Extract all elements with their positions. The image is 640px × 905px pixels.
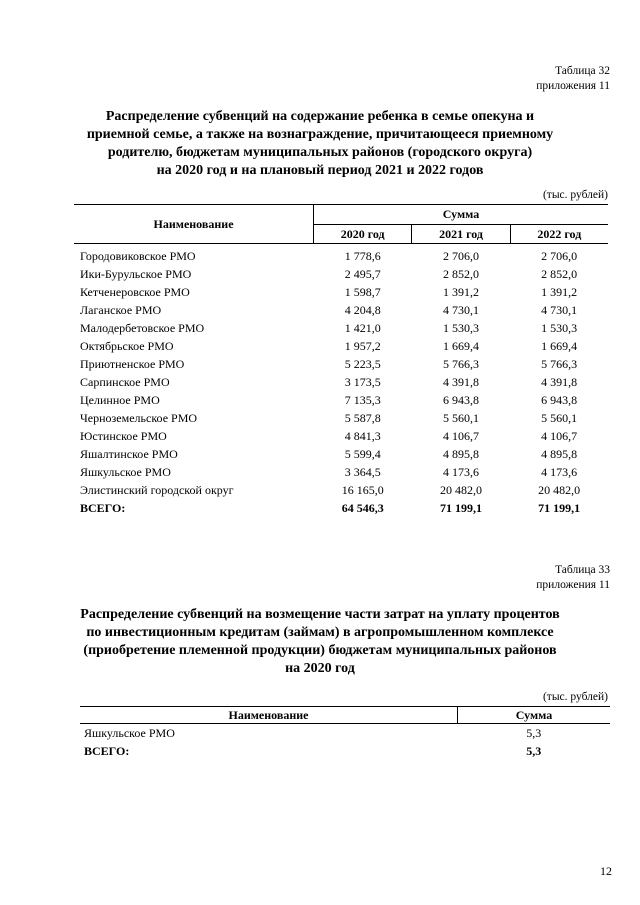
table32-header-year: 2022 год xyxy=(510,225,608,244)
row-name: Яшкульское РМО xyxy=(84,726,175,740)
table33-unit: (тыс. рублей) xyxy=(542,691,608,703)
table32-unit: (тыс. рублей) xyxy=(542,189,608,201)
row-value-2020: 1 598,7 xyxy=(344,285,381,299)
row-value-2020: 1 957,2 xyxy=(344,339,381,353)
row-name: Сарпинское РМО xyxy=(80,375,170,389)
table-total-row xyxy=(80,742,610,760)
row-name: Яшалтинское РМО xyxy=(80,447,178,461)
row-value-2020: 3 173,5 xyxy=(344,375,381,389)
row-value-2021: 4 730,1 xyxy=(443,303,479,317)
table-row xyxy=(74,463,608,481)
row-value-2021: 5 766,3 xyxy=(443,357,479,371)
table-row xyxy=(74,481,608,499)
row-value-2020: 5 599,4 xyxy=(344,447,381,461)
table32-title-line: родителю, бюджетам муниципальных районов (городского округа) xyxy=(107,145,533,160)
row-value-2022: 5 560,1 xyxy=(541,411,578,425)
table33-header-name: Наименование xyxy=(80,707,458,724)
row-value: 5,3 xyxy=(526,726,542,740)
row-value-2020: 4 204,8 xyxy=(344,303,381,317)
row-value-2021: 4 391,8 xyxy=(443,375,479,389)
row-value-2021: 2 706,0 xyxy=(443,249,479,263)
row-name: Кетченеровское РМО xyxy=(80,285,190,299)
row-value-2021: 4 895,8 xyxy=(443,447,479,461)
row-value-2021: 1 391,2 xyxy=(443,285,479,299)
table-row xyxy=(80,724,610,743)
row-value-2022: 4 730,1 xyxy=(541,303,578,317)
table32-header-year: 2020 год xyxy=(314,225,412,244)
row-value-2021: 20 482,0 xyxy=(440,483,482,497)
table32-number: Таблица 32 xyxy=(555,65,610,77)
row-name: Черноземельское РМО xyxy=(80,411,198,425)
row-name: Лаганское РМО xyxy=(80,303,162,317)
row-name: Городовиковское РМО xyxy=(80,249,196,263)
row-value-2022: 1 669,4 xyxy=(541,339,578,353)
table-row xyxy=(74,355,608,373)
row-value-2022: 4 106,7 xyxy=(541,429,578,443)
row-name: Юстинское РМО xyxy=(80,429,167,443)
table33-title-line: (приобретение племенной продукции) бюджетам муниципальных районов xyxy=(83,643,557,658)
row-value-2022: 5 766,3 xyxy=(541,357,578,371)
table-row xyxy=(74,409,608,427)
table32-title xyxy=(0,108,640,180)
row-value-2021: 2 852,0 xyxy=(443,267,479,281)
table33-appendix: приложения 11 xyxy=(536,579,610,591)
row-value-2021: 1 530,3 xyxy=(443,321,479,335)
table33-number: Таблица 33 xyxy=(555,564,610,576)
row-value-2022: 4 895,8 xyxy=(541,447,578,461)
row-name: Октябрьское РМО xyxy=(80,339,174,353)
row-value-2020: 5 587,8 xyxy=(344,411,381,425)
table-row xyxy=(74,337,608,355)
row-value-2020: 3 364,5 xyxy=(344,465,381,479)
table33-title-line: на 2020 год xyxy=(285,661,355,676)
table32-header-year: 2021 год xyxy=(412,225,510,244)
table-row xyxy=(74,244,608,266)
row-value-2020: 1 778,6 xyxy=(344,249,381,263)
row-name: Элистинский городской округ xyxy=(80,483,234,497)
total-value: 5,3 xyxy=(526,744,542,758)
row-value-2020: 5 223,5 xyxy=(344,357,381,371)
row-name: Ики-Бурульское РМО xyxy=(80,267,192,281)
row-value-2022: 1 530,3 xyxy=(541,321,578,335)
table-total-row xyxy=(74,499,608,517)
total-value-2022: 71 199,1 xyxy=(538,501,581,515)
table32-reference xyxy=(536,64,610,94)
table32-header-name: Наименование xyxy=(74,205,314,244)
row-name: Малодербетовское РМО xyxy=(80,321,205,335)
table33-title xyxy=(0,606,640,678)
table-row xyxy=(74,427,608,445)
table-row xyxy=(74,301,608,319)
table-row xyxy=(74,283,608,301)
row-value-2022: 2 852,0 xyxy=(541,267,578,281)
table32 xyxy=(74,204,608,517)
table32-appendix: приложения 11 xyxy=(536,80,610,92)
row-value-2022: 1 391,2 xyxy=(541,285,578,299)
table33-reference xyxy=(536,563,610,593)
table32-title-line: Распределение субвенций на содержание ребенка в семье опекуна и xyxy=(105,109,535,124)
row-value-2020: 2 495,7 xyxy=(344,267,381,281)
page-number: 12 xyxy=(600,864,612,878)
table33-title-line: Распределение субвенций на возмещение части затрат на уплату процентов xyxy=(80,607,560,622)
table33-header-sum: Сумма xyxy=(458,707,611,724)
table33 xyxy=(80,706,610,760)
table-row xyxy=(74,391,608,409)
row-value-2021: 5 560,1 xyxy=(443,411,479,425)
row-value-2021: 1 669,4 xyxy=(443,339,479,353)
table-row xyxy=(74,373,608,391)
row-value-2022: 20 482,0 xyxy=(538,483,581,497)
table32-title-line: на 2020 год и на плановый период 2021 и 2022 годов xyxy=(156,163,484,178)
row-value-2022: 6 943,8 xyxy=(541,393,578,407)
row-value-2021: 6 943,8 xyxy=(443,393,479,407)
row-value-2020: 16 165,0 xyxy=(341,483,384,497)
total-label: ВСЕГО: xyxy=(84,744,130,758)
row-value-2020: 7 135,3 xyxy=(344,393,381,407)
table32-title-line: приемной семье, а также на вознаграждение, причитающееся приемному xyxy=(86,127,554,142)
row-value-2020: 1 421,0 xyxy=(344,321,381,335)
row-value-2022: 4 173,6 xyxy=(541,465,578,479)
total-value-2021: 71 199,1 xyxy=(440,501,482,515)
row-value-2021: 4 106,7 xyxy=(443,429,479,443)
total-value-2020: 64 546,3 xyxy=(341,501,384,515)
row-value-2022: 2 706,0 xyxy=(541,249,578,263)
row-name: Целинное РМО xyxy=(80,393,160,407)
table-row xyxy=(74,319,608,337)
row-value-2021: 4 173,6 xyxy=(443,465,479,479)
row-name: Яшкульское РМО xyxy=(80,465,171,479)
total-label: ВСЕГО: xyxy=(80,501,126,515)
row-value-2022: 4 391,8 xyxy=(541,375,578,389)
table-row xyxy=(74,445,608,463)
row-name: Приютненское РМО xyxy=(80,357,185,371)
table33-title-line: по инвестиционным кредитам (займам) в агропромышленном комплексе xyxy=(86,625,554,640)
table-row xyxy=(74,265,608,283)
table32-header-sum: Сумма xyxy=(314,205,608,225)
row-value-2020: 4 841,3 xyxy=(344,429,381,443)
